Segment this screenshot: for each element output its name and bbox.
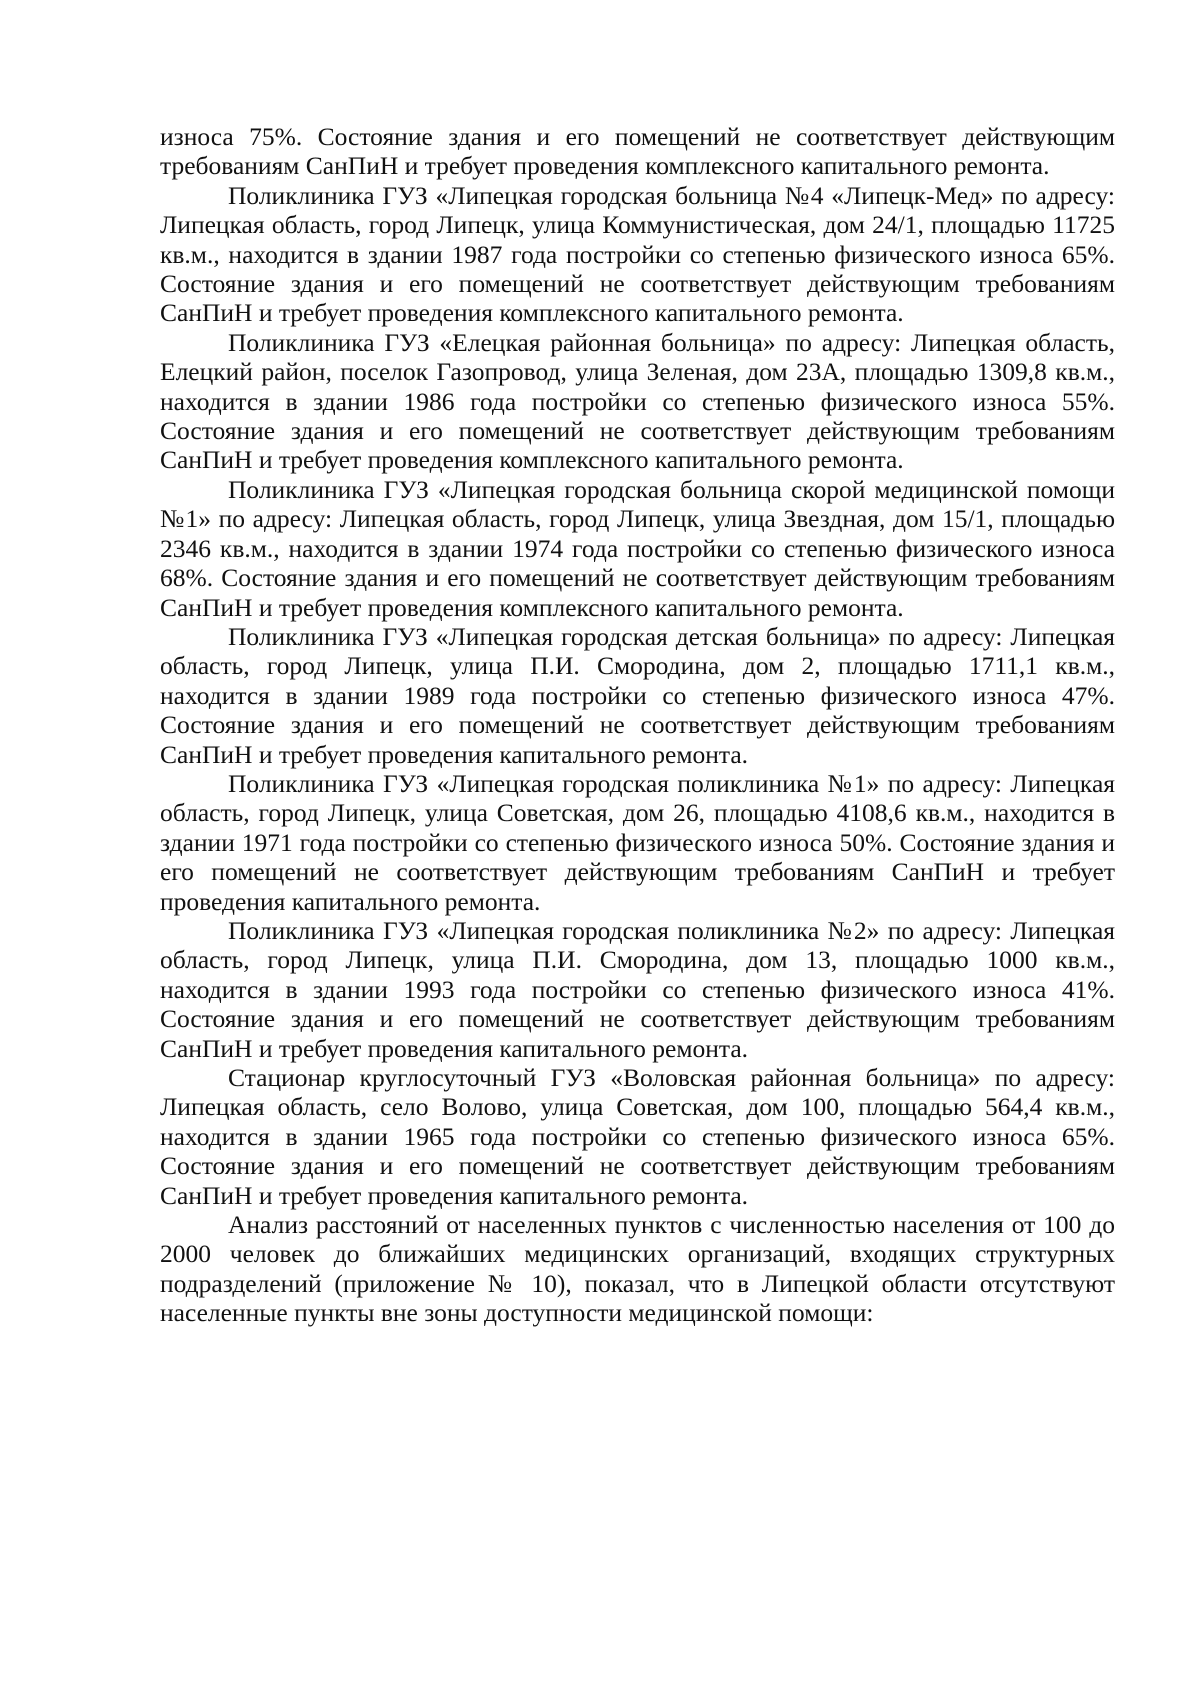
paragraph-polyclinic-hospital-4: Поликлиника ГУЗ «Липецкая городская больница №4 «Липецк-Мед» по адресу: Липецкая область, город Липецк, улица Коммунистическая, дом 24/1, площадью 11725 кв.м., находится в здании 1987 года постройки со степенью физического износа 65%. Состояние здания и его помещений не соответствует действующим требованиям СанПиН и требует проведения комплексного капитального ремонта. (160, 180, 1115, 328)
paragraph-continuation: износа 75%. Состояние здания и его помещений не соответствует действующим требованиям СанПиН и требует проведения комплексного капитального ремонта. (160, 122, 1115, 181)
paragraph-polyclinic-1: Поликлиника ГУЗ «Липецкая городская поликлиника №1» по адресу: Липецкая область, город Липецк, улица Советская, дом 26, площадью 4108,6 кв.м., находится в здании 1971 года постройки со степенью физического износа 50%. Состояние здания и его помещений не соответствует действующим требованиям СанПиН и требует проведения капитального ремонта. (160, 768, 1115, 916)
document-body (160, 122, 1115, 1328)
paragraph-polyclinic-emergency-hospital-1: Поликлиника ГУЗ «Липецкая городская больница скорой медицинской помощи №1» по адресу: Липецкая область, город Липецк, улица Звездная, дом 15/1, площадью 2346 кв.м., находится в здании 1974 года постройки со степенью физического износа 68%. Состояние здания и его помещений не соответствует действующим требованиям СанПиН и требует проведения комплексного капитального ремонта. (160, 474, 1115, 622)
paragraph-polyclinic-2: Поликлиника ГУЗ «Липецкая городская поликлиника №2» по адресу: Липецкая область, город Липецк, улица П.И. Смородина, дом 13, площадью 1000 кв.м., находится в здании 1993 года постройки со степенью физического износа 41%. Состояние здания и его помещений не соответствует действующим требованиям СанПиН и требует проведения капитального ремонта. (160, 915, 1115, 1063)
paragraph-polyclinic-children-hospital: Поликлиника ГУЗ «Липецкая городская детская больница» по адресу: Липецкая область, город Липецк, улица П.И. Смородина, дом 2, площадью 1711,1 кв.м., находится в здании 1989 года постройки со степенью физического износа 47%. Состояние здания и его помещений не соответствует действующим требованиям СанПиН и требует проведения капитального ремонта. (160, 621, 1115, 769)
paragraph-polyclinic-yelets: Поликлиника ГУЗ «Елецкая районная больница» по адресу: Липецкая область, Елецкий район, поселок Газопровод, улица Зеленая, дом 23А, площадью 1309,8 кв.м., находится в здании 1986 года постройки со степенью физического износа 55%. Состояние здания и его помещений не соответствует действующим требованиям СанПиН и требует проведения комплексного капитального ремонта. (160, 327, 1115, 475)
paragraph-distance-analysis: Анализ расстояний от населенных пунктов с численностью населения от 100 до 2000 человек до ближайших медицинских организаций, входящих структурных подразделений (приложение № 10), показал, что в Липецкой области отсутствуют населенные пункты вне зоны доступности медицинской помощи: (160, 1210, 1115, 1328)
paragraph-volovo-hospital: Стационар круглосуточный ГУЗ «Воловская районная больница» по адресу: Липецкая область, село Волово, улица Советская, дом 100, площадью 564,4 кв.м., находится в здании 1965 года постройки со степенью физического износа 65%. Состояние здания и его помещений не соответствует действующим требованиям СанПиН и требует проведения капитального ремонта. (160, 1063, 1115, 1210)
